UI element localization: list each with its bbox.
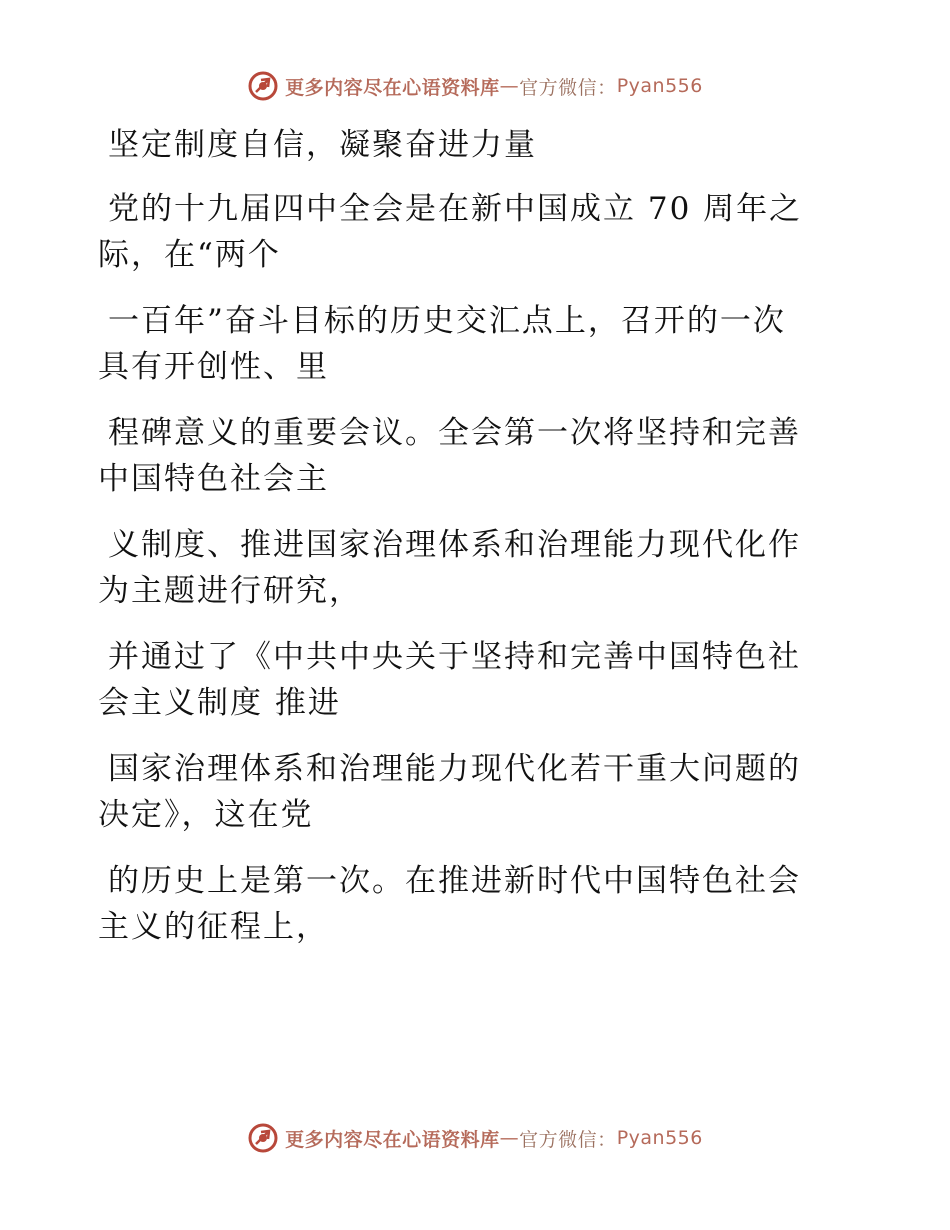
document-title: 坚定制度自信，凝聚奋进力量 xyxy=(108,127,537,163)
text-line: 一百年”奋斗目标的历史交汇点上，召开的一次 xyxy=(108,303,786,339)
text-line: 会主义制度 推进 xyxy=(98,685,341,721)
paragraph-6 xyxy=(98,746,838,838)
watermark-brand: 更多内容尽在心语资料库 xyxy=(285,76,500,99)
text-line: 并通过了《中共中央关于坚持和完善中国特色社 xyxy=(108,639,801,675)
watermark-footer xyxy=(0,1122,950,1154)
paragraph-7 xyxy=(98,858,838,950)
text-line: 主义的征程上， xyxy=(98,909,329,945)
text-line: 义制度、推进国家治理体系和治理能力现代化作 xyxy=(108,527,801,563)
text-line: 际，在“两个 xyxy=(98,237,281,273)
text-line: 决定》，这在党 xyxy=(98,797,314,833)
watermark-separator: — xyxy=(499,75,520,97)
text-line: 具有开创性、里 xyxy=(98,349,329,385)
watermark-label: 官方微信： xyxy=(519,76,617,99)
text-line: 程碑意义的重要会议。全会第一次将坚持和完善 xyxy=(108,415,801,451)
brand-logo-icon xyxy=(247,70,279,102)
text-line: 中国特色社会主 xyxy=(98,461,329,497)
paragraph-3 xyxy=(98,410,838,502)
text-line: 国家治理体系和治理能力现代化若干重大问题的 xyxy=(108,751,801,787)
text-line: 为主题进行研究， xyxy=(98,573,362,609)
watermark-account: Pyan556 xyxy=(616,1127,703,1149)
document-body xyxy=(98,122,838,970)
watermark-separator: — xyxy=(499,1127,520,1149)
paragraph-2 xyxy=(98,298,838,390)
paragraph-4 xyxy=(98,522,838,614)
brand-logo-icon xyxy=(247,1122,279,1154)
paragraph-1 xyxy=(98,186,838,278)
watermark-account: Pyan556 xyxy=(616,75,703,97)
paragraph-5 xyxy=(98,634,838,726)
text-line: 党的十九届四中全会是在新中国成立 70 周年之 xyxy=(108,191,803,227)
watermark-brand: 更多内容尽在心语资料库 xyxy=(285,1128,500,1151)
text-line: 的历史上是第一次。在推进新时代中国特色社会 xyxy=(108,863,801,899)
watermark-header xyxy=(0,70,950,102)
watermark-label: 官方微信： xyxy=(519,1128,617,1151)
